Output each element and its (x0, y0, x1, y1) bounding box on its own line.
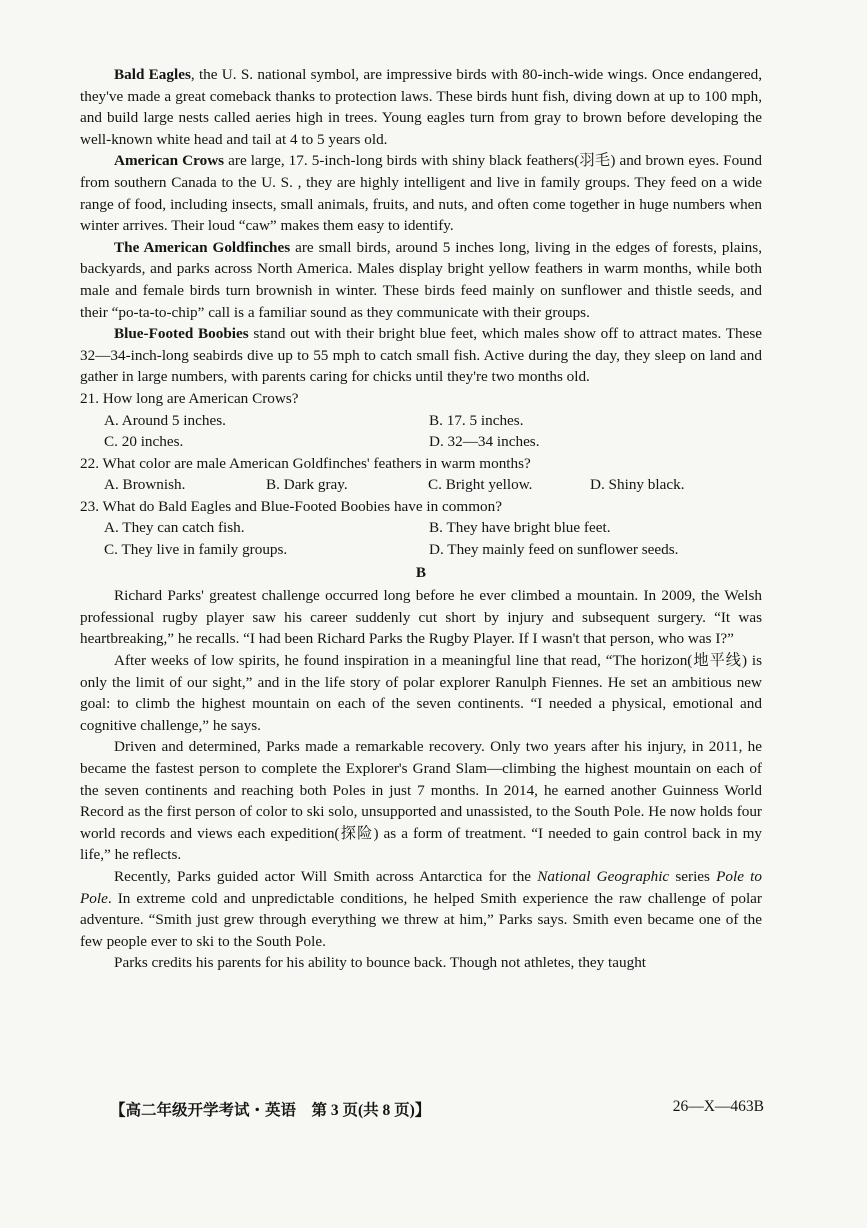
option-b: B. 17. 5 inches. (429, 411, 524, 429)
section-heading-b: B (415, 563, 427, 581)
bird-description: , the U. S. national symbol, are impressive birds with 80-inch-wide wings. Once endangered, they've made a great comeback thanks to protection laws. These birds hunt fish, diving down at up to 100 mph, and build large nests called aeries high in trees. Young eagles turn from gray to brown before developing the well-known white head and tail at 4 to 5 years old. (80, 66, 762, 148)
passage-paragraph-will-smith (80, 866, 762, 952)
footer-exam-info: 【高二年级开学考试・英语 第 3 页(共 8 页)】 (110, 1102, 431, 1119)
bird-name: Bald Eagles (114, 66, 191, 83)
bird-name: The American Goldfinches (114, 238, 291, 256)
option-d: D. 32—34 inches. (429, 433, 540, 451)
page-content (80, 64, 762, 974)
option-d: D. They mainly feed on sunflower seeds. (429, 541, 679, 559)
option-c: C. Bright yellow. (428, 476, 533, 494)
answer-options (80, 517, 762, 560)
bird-name: American Crows (114, 152, 225, 170)
text-run: Recently, Parks guided actor Will Smith across Antarctica for the (114, 867, 538, 885)
question-21 (80, 388, 762, 453)
text-run: series (669, 867, 717, 885)
option-a: A. They can catch fish. (104, 519, 245, 537)
passage-paragraph: Richard Parks' greatest challenge occurred long before he ever climbed a mountain. In 2009, the Welsh professional rugby player saw his career suddenly cut short by injury and subsequent surgery. “It was heartbreaking,” he recalls. “I had been Richard Parks the Rugby Player. If I wasn't that person, who was I?” (80, 587, 762, 648)
bird-description: stand out with their bright blue feet, which males show off to attract mates. These 32—34-inch-long seabirds dive up to 55 mph to catch small fish. Active during the day, they sleep on land and gather in large numbers, with parents caring for chicks until they're two months old. (80, 325, 762, 386)
passage-paragraph: After weeks of low spirits, he found inspiration in a meaningful line that read, “The horizon(地平线) is only the limit of our sight,” and in the life story of polar explorer Ranulph Fiennes. He set an ambitious new goal: to climb the highest mountain on each of the seven continents. “I needed a physical, emotional and cognitive challenge,” he says. (80, 652, 762, 734)
option-d: D. Shiny black. (590, 476, 685, 494)
passage-paragraph: Driven and determined, Parks made a remarkable recovery. Only two years after his injury, in 2011, he became the fastest person to complete the Explorer's Grand Slam—climbing the highest mountain on each of the seven continents and reaching both Poles in just 7 months. In 2014, he earned another Guinness World Record as the first person of color to ski solo, unsupported and unassisted, to the South Pole. He now holds four world records and views each expedition(探险) as a form of treatment. “I needed to gain control back in my life,” he reflects. (80, 738, 762, 864)
passage-a (80, 64, 762, 388)
option-c: C. They live in family groups. (104, 541, 288, 559)
bird-paragraph-american-crows (80, 150, 762, 236)
question-stem: 23. What do Bald Eagles and Blue-Footed Boobies have in common? (80, 497, 502, 515)
passage-b (80, 585, 762, 974)
question-22 (80, 453, 762, 496)
bird-paragraph-goldfinches (80, 237, 762, 323)
bird-paragraph-blue-footed-boobies (80, 323, 762, 388)
passage-paragraph-parents: Parks credits his parents for his ability to bounce back. Though not athletes, they taught (114, 954, 647, 972)
question-23 (80, 496, 762, 561)
footer-code: 26—X—463B (672, 1098, 764, 1115)
option-a: A. Around 5 inches. (104, 411, 226, 429)
text-run: . In extreme cold and unpredictable conditions, he helped Smith experience the raw challenge of polar adventure. “Smith just grew through everything we threw at him,” Parks says. Smith even became one of the few people ever to ski to the South Pole. (80, 889, 762, 950)
answer-options (80, 410, 762, 453)
question-stem: 21. How long are American Crows? (80, 389, 299, 407)
bird-description: are small birds, around 5 inches long, living in the edges of forests, plains, backyards, and parks across North America. Males display bright yellow feathers in warm months, while both male and female birds turn brownish in winter. These birds feed mainly on sunflower and thistle seeds, and their “po-ta-to-chip” call is a familiar sound as they communicate with their groups. (80, 238, 762, 321)
option-a: A. Brownish. (104, 476, 186, 494)
bird-description: are large, 17. 5-inch-long birds with shiny black feathers(羽毛) and brown eyes. Found from southern Canada to the U. S. , they are highly intelligent and live in family groups. They feed on a wide range of food, including insects, small animals, fruits, and nuts, and often come together in huge numbers when winter arrives. Their loud “caw” makes them easy to identify. (80, 152, 762, 235)
question-stem: 22. What color are male American Goldfinches' feathers in warm months? (80, 454, 531, 472)
option-b: B. They have bright blue feet. (429, 519, 611, 537)
bird-paragraph-bald-eagles (80, 64, 762, 150)
answer-options (80, 474, 762, 496)
italic-title: Pole to Pole (80, 867, 762, 907)
option-b: B. Dark gray. (266, 476, 348, 494)
option-c: C. 20 inches. (104, 433, 184, 451)
italic-title: National Geographic (537, 867, 670, 885)
bird-name: Blue-Footed Boobies (114, 325, 249, 343)
